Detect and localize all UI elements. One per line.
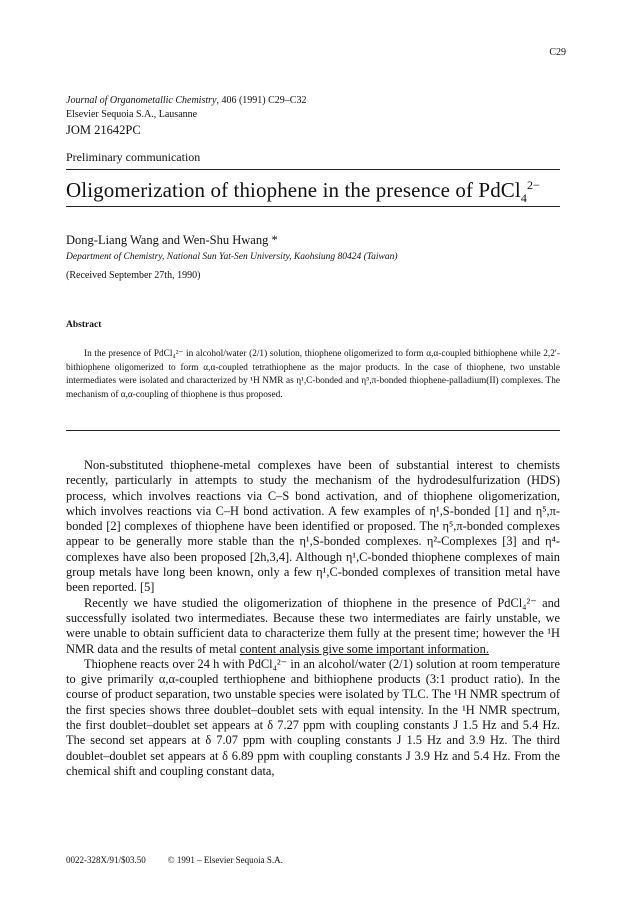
title-main: Oligomerization of thiophene in the presence of PdCl <box>66 178 521 202</box>
affiliation: Department of Chemistry, National Sun Yat-Sen University, Kaohsiung 80424 (Taiwan) <box>66 252 398 262</box>
publisher: Elsevier Sequoia S.A., Lausanne <box>66 109 198 120</box>
copyright: © 1991 – Elsevier Sequoia S.A. <box>167 855 283 865</box>
title-bottom-rule <box>66 206 560 207</box>
journal-citation <box>66 94 306 108</box>
authors: Dong-Liang Wang and Wen-Shu Hwang * <box>66 233 278 247</box>
issn-code: 0022-328X/91/$03.50 <box>66 855 146 865</box>
underlined-text: content analysis give some important information. <box>239 641 489 656</box>
body-paragraph: Thiophene reacts over 24 h with PdCl₄²⁻ in an alcohol/water (2/1) solution at room temperature to give primarily α,α-coupled terthiophene and bithiophene products (3:1 product ratio). In the course of product separation, two unstable species were isolated by TLC. The ¹H NMR spectrum of the first species shows three doublet–doublet sets with equal intensity. In the ¹H NMR spectrum, the first doublet–doublet set appears at δ 7.27 ppm with coupling constants J 1.5 Hz and 5.4 Hz. The second set appears at δ 7.07 ppm with coupling constants J 1.5 Hz and 3.9 Hz. The third doublet–doublet set appears at δ 6.89 ppm with coupling constants J 3.9 Hz and 5.4 Hz. From the chemical shift and coupling constant data, <box>66 656 560 778</box>
journal-name: Journal of Organometallic Chemistry <box>66 95 217 106</box>
title-subscript: 4 <box>520 191 527 206</box>
abstract-text: In the presence of PdCl₄²⁻ in alcohol/water (2/1) solution, thiophene oligomerized to form α,α-coupled bithiophene while 2,2′-bithiophene oligomerized to form α,α-coupled tetrathiophene as the major products. In the case of thiophene, two unstable intermediates were isolated and characterized by ¹H NMR as η¹,C-bonded and η⁵,π-bonded thiophene-palladium(II) complexes. The mechanism of α,α-coupling of thiophene is thus proposed. <box>66 349 560 400</box>
article-title <box>66 178 540 206</box>
body-paragraph <box>66 596 560 657</box>
article-body <box>66 458 560 779</box>
body-paragraph: Non-substituted thiophene-metal complexes have been of substantial interest to chemists recently, particularly in attempts to study the mechanism of the hydrodesulfurization (HDS) process, which involves reactions via C–S bond activation, and of thiophene oligomerization, which involves reactions via C–H bond activation. A few examples of η¹,S-bonded [1] and η⁵,π-bonded [2] complexes of thiophene have been identified or proposed. The η⁵,π-bonded complexes appear to be generally more stable than the η¹,S-bonded complexes. η²-Complexes [3] and η⁴-complexes have also been proposed [2h,3,4]. Although η¹,C-bonded thiophene complexes of main group metals have long been known, only a few η¹,C-bonded complexes of transition metal have been reported. [5] <box>66 458 560 595</box>
abstract-bottom-rule <box>66 430 560 431</box>
title-superscript: 2− <box>526 178 540 192</box>
jom-id: JOM 21642PC <box>66 123 141 137</box>
page-number: C29 <box>549 47 566 58</box>
journal-volume: , 406 (1991) C29–C32 <box>216 95 307 106</box>
journal-info <box>66 94 306 138</box>
section-label: Preliminary communication <box>66 150 201 164</box>
abstract <box>66 348 560 402</box>
title-top-rule <box>66 169 560 170</box>
received-date: (Received September 27th, 1990) <box>66 270 201 281</box>
footer <box>66 855 283 865</box>
paragraph-text: Recently we have studied the oligomerization of thiophene in the presence of PdCl₄²⁻ and successfully isolated two intermediates. Because these two intermediates are fairly unstable, we were unable to obtain sufficient data to characterize them fully at the present time; however the ¹H NMR data and the results of metal <box>66 595 560 656</box>
abstract-heading: Abstract <box>66 320 102 330</box>
